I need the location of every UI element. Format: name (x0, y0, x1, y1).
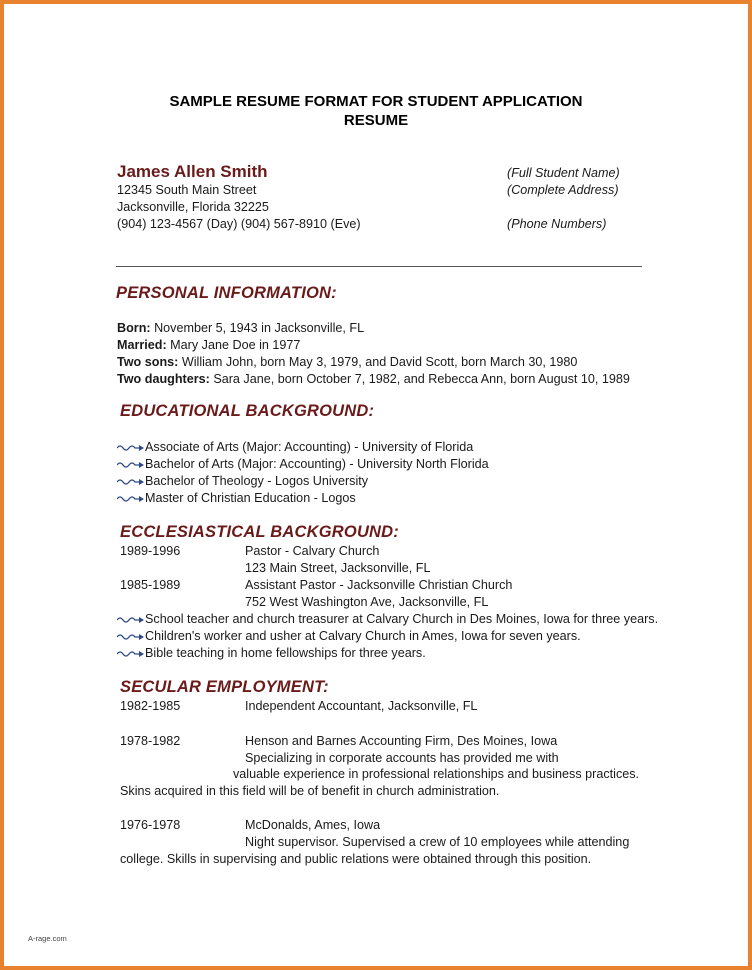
eccl-bullet (117, 646, 426, 660)
secular-years: 1976-1978 (120, 818, 181, 832)
note-phone-numbers: (Phone Numbers) (507, 217, 607, 231)
secular-description: Specializing in corporate accounts has provided me with (245, 751, 559, 765)
personal-born-text: November 5, 1943 in Jacksonville, FL (150, 321, 365, 335)
eccl-bullet-text: Children's worker and usher at Calvary Church in Ames, Iowa for seven years. (145, 629, 581, 643)
document-title-line2: RESUME (343, 112, 409, 129)
eccl-location: 123 Main Street, Jacksonville, FL (245, 561, 431, 575)
arrow-bullet-icon (117, 495, 145, 503)
education-item-text: Bachelor of Arts (Major: Accounting) - University North Florida (145, 457, 489, 471)
secular-employer: Independent Accountant, Jacksonville, FL (245, 699, 478, 713)
arrow-bullet-icon (117, 478, 145, 486)
note-full-name: (Full Student Name) (507, 166, 620, 180)
eccl-bullet (117, 612, 658, 626)
education-item-text: Associate of Arts (Major: Accounting) - University of Florida (145, 440, 474, 454)
eccl-years: 1989-1996 (120, 544, 181, 558)
education-item-text: Bachelor of Theology - Logos University (145, 474, 369, 488)
education-item (117, 474, 368, 488)
eccl-bullet-text: School teacher and church treasurer at Calvary Church in Des Moines, Iowa for three years. (145, 612, 659, 626)
eccl-location: 752 West Washington Ave, Jacksonville, FL (245, 595, 489, 609)
eccl-years: 1985-1989 (120, 578, 181, 592)
eccl-bullet (117, 629, 581, 643)
personal-sons-text: William John, born May 3, 1979, and David Scott, born March 30, 1980 (178, 355, 578, 369)
phone-numbers: (904) 123-4567 (Day) (904) 567-8910 (Eve) (117, 217, 361, 231)
secular-description: valuable experience in professional relationships and business practices. (233, 767, 640, 781)
address-line1: 12345 South Main Street (117, 183, 257, 197)
note-complete-address: (Complete Address) (507, 183, 619, 197)
personal-daughters (117, 372, 630, 386)
secular-description: Night supervisor. Supervised a crew of 10 employees while attending (245, 835, 630, 849)
eccl-position: Pastor - Calvary Church (245, 544, 380, 558)
arrow-bullet-icon (117, 444, 145, 452)
education-item (117, 440, 473, 454)
heading-educational-background: EDUCATIONAL BACKGROUND: (120, 402, 375, 420)
divider-rule (116, 266, 642, 267)
education-item (117, 491, 356, 505)
secular-employer: Henson and Barnes Accounting Firm, Des Moines, Iowa (245, 734, 558, 748)
secular-employer: McDonalds, Ames, Iowa (245, 818, 381, 832)
education-item-text: Master of Christian Education - Logos (145, 491, 356, 505)
arrow-bullet-icon (117, 633, 145, 641)
secular-years: 1978-1982 (120, 734, 181, 748)
heading-ecclesiastical-background: ECCLESIASTICAL BACKGROUND: (120, 523, 399, 541)
personal-married-label: Married: (117, 338, 167, 352)
secular-years: 1982-1985 (120, 699, 181, 713)
heading-personal-information: PERSONAL INFORMATION: (116, 284, 337, 302)
document-title-line1: SAMPLE RESUME FORMAT FOR STUDENT APPLICATION (169, 93, 583, 110)
personal-sons (117, 355, 577, 369)
eccl-bullet-text: Bible teaching in home fellowships for three years. (145, 646, 426, 660)
secular-description: college. Skills in supervising and public relations were obtained through this position. (120, 852, 592, 866)
personal-sons-label: Two sons: (117, 355, 179, 369)
address-line2: Jacksonville, Florida 32225 (117, 200, 269, 214)
heading-secular-employment: SECULAR EMPLOYMENT: (120, 678, 329, 696)
personal-daughters-label: Two daughters: (117, 372, 210, 386)
secular-description: Skins acquired in this field will be of benefit in church administration. (120, 784, 500, 798)
eccl-position: Assistant Pastor - Jacksonville Christian Church (245, 578, 513, 592)
arrow-bullet-icon (117, 650, 145, 658)
personal-born (117, 321, 364, 335)
personal-married (117, 338, 300, 352)
education-item (117, 457, 489, 471)
source-watermark: A-rage.com (28, 934, 67, 943)
personal-married-text: Mary Jane Doe in 1977 (166, 338, 301, 352)
arrow-bullet-icon (117, 616, 145, 624)
applicant-name: James Allen Smith (117, 162, 268, 181)
arrow-bullet-icon (117, 461, 145, 469)
personal-born-label: Born: (117, 321, 151, 335)
personal-daughters-text: Sara Jane, born October 7, 1982, and Rebecca Ann, born August 10, 1989 (209, 372, 630, 386)
